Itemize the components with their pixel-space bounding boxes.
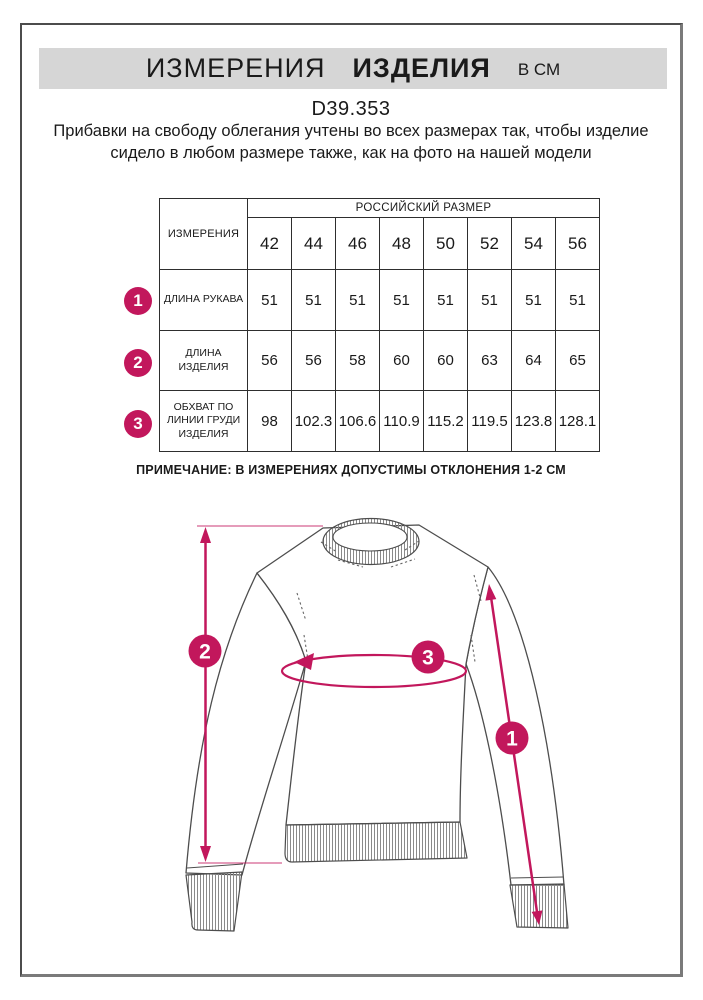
table-row-chest-girth [160,391,600,452]
collar-opening [333,523,407,551]
measurement-value: 60 [380,331,424,391]
measurement-value: 51 [556,270,600,331]
measurement-value: 51 [248,270,292,331]
size-header: 48 [380,218,424,270]
arrow-up-head [200,527,211,543]
size-header: 44 [292,218,336,270]
row-label: ДЛИНА РУКАВА [160,270,248,331]
left-cuff [186,872,242,931]
measurement-value: 110.9 [380,391,424,452]
size-header: 52 [468,218,512,270]
size-header: 42 [248,218,292,270]
measurement-value: 51 [468,270,512,331]
size-group-header: РОССИЙСКИЙ РАЗМЕР [248,199,600,218]
tolerance-note: ПРИМЕЧАНИЕ: В ИЗМЕРЕНИЯХ ДОПУСТИМЫ ОТКЛОНЕНИЯ 1-2 СМ [136,463,566,477]
page-title-unit: В СМ [517,60,561,79]
measurement-value: 102.3 [292,391,336,452]
size-header: 56 [556,218,600,270]
page-frame [20,23,683,977]
measurement-value: 115.2 [424,391,468,452]
measurement-value: 56 [248,331,292,391]
measurement-value: 51 [292,270,336,331]
title-bar [39,48,667,89]
hem-band [285,822,467,862]
sweatshirt-diagram [181,501,581,971]
measurement-value: 51 [512,270,556,331]
table-row-item-length [160,331,600,391]
size-header: 50 [424,218,468,270]
row-label: ОБХВАТ ПО ЛИНИИ ГРУДИ ИЗДЕЛИЯ [160,391,248,452]
row-number-badge-3: 3 [124,410,152,438]
measurement-value: 106.6 [336,391,380,452]
size-header: 46 [336,218,380,270]
row-number-badge-1: 1 [124,287,152,315]
size-table-wrap [159,198,600,452]
measurement-value: 64 [512,331,556,391]
size-header: 54 [512,218,556,270]
product-code: D39.353 [311,98,391,120]
measurement-value: 58 [336,331,380,391]
measurement-value: 63 [468,331,512,391]
size-table [159,198,600,452]
diagram-marker-2-label: 2 [199,640,211,664]
measurement-value: 60 [424,331,468,391]
fit-description: Прибавки на свободу облегания учтены во всех размерах так, чтобы изделие сидело в любом размере также, как на фото на нашей модели [53,122,649,162]
page-title-secondary: ИЗДЕЛИЯ [352,53,491,83]
measurement-value: 119.5 [468,391,512,452]
table-row-sleeve-length [160,270,600,331]
measurement-value: 51 [424,270,468,331]
measurement-value: 56 [292,331,336,391]
diagram-marker-1-label: 1 [506,727,518,751]
measurement-value: 51 [380,270,424,331]
measurement-value: 51 [336,270,380,331]
row-number-badge-2: 2 [124,349,152,377]
measurement-value: 98 [248,391,292,452]
measurement-value: 123.8 [512,391,556,452]
diagram-marker-3-label: 3 [422,646,434,670]
table-corner-header: ИЗМЕРЕНИЯ [160,199,248,270]
row-label: ДЛИНА ИЗДЕЛИЯ [160,331,248,391]
measurement-value: 65 [556,331,600,391]
page-title: ИЗМЕРЕНИЯ [145,53,326,83]
measurement-value: 128.1 [556,391,600,452]
